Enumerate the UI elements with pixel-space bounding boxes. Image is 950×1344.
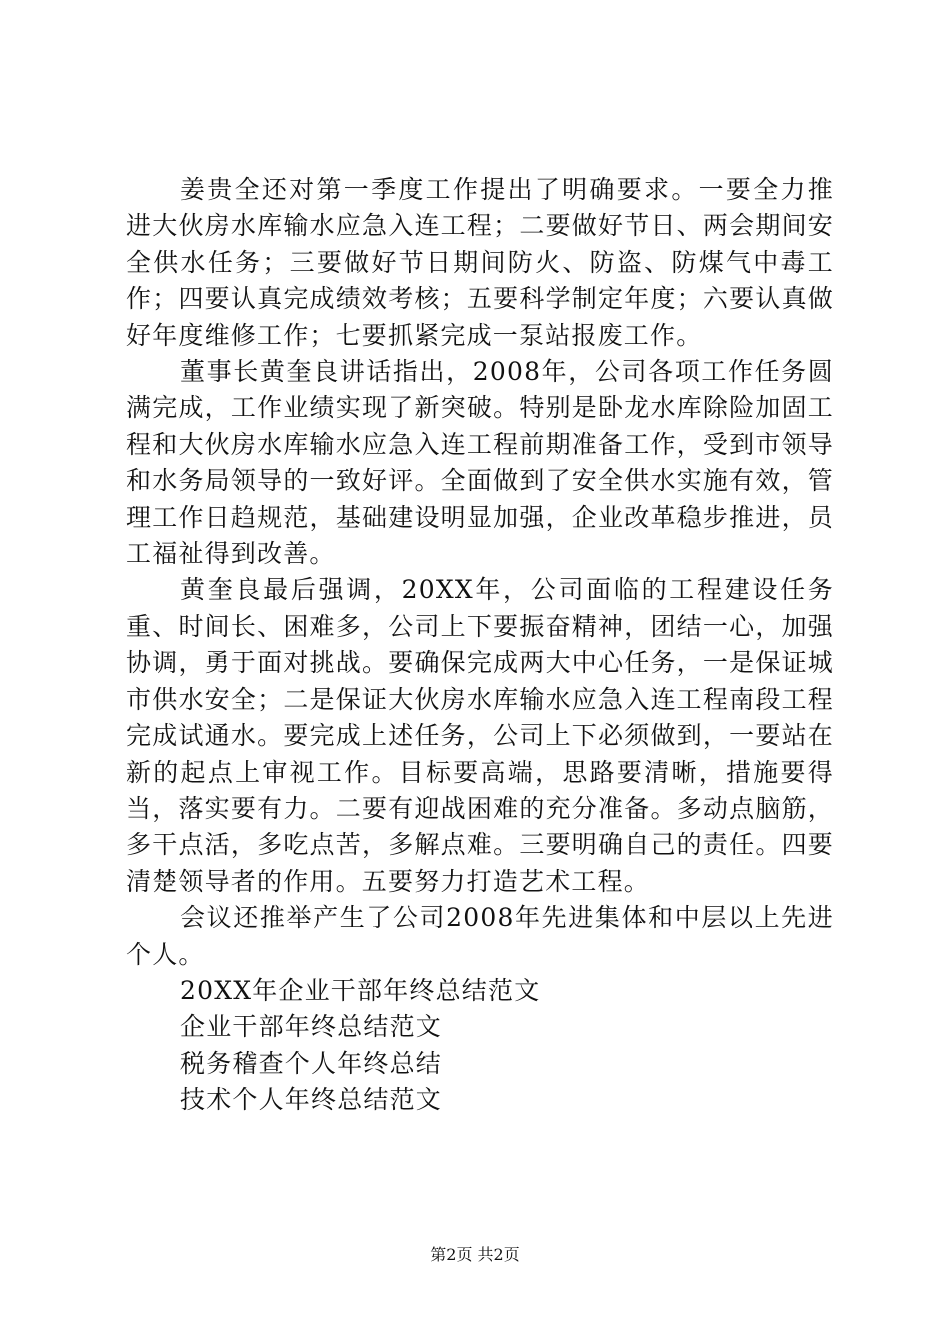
paragraph-meeting-awards: 会议还推举产生了公司2008年先进集体和中层以上先进个人。 bbox=[126, 903, 834, 969]
page-number-footer: 第2页 共2页 bbox=[430, 1245, 520, 1264]
related-link[interactable]: 20XX年企业干部年终总结范文 bbox=[180, 975, 541, 1005]
related-link[interactable]: 税务稽查个人年终总结 bbox=[180, 1048, 443, 1078]
document-body bbox=[126, 172, 834, 1119]
paragraph-chairman-emphasis: 黄奎良最后强调，20XX年，公司面临的工程建设任务重、时间长、困难多，公司上下要振奋精神，团结一心，加强协调，勇于面对挑战。要确保完成两大中心任务，一是保证城市供水安全；二是保证大伙房水库输水应急入连工程南段工程完成试通水。要完成上述任务，公司上下必须做到，一要站在新的起点上审视工作。目标要高端，思路要清晰，措施要得当，落实要有力。二要有迎战困难的充分准备。多动点脑筋，多干点活，多吃点苦，多解点难。三要明确自己的责任。四要清楚领导者的作用。五要努力打造艺术工程。 bbox=[126, 575, 834, 896]
related-link[interactable]: 技术个人年终总结范文 bbox=[180, 1085, 443, 1115]
related-links-list bbox=[126, 973, 834, 1119]
paragraph-first-quarter-requirements: 姜贵全还对第一季度工作提出了明确要求。一要全力推进大伙房水库输水应急入连工程；二要做好节日、两会期间安全供水任务；三要做好节日期间防火、防盗、防煤气中毒工作；四要认真完成绩效考核；五要科学制定年度；六要认真做好年度维修工作；七要抓紧完成一泵站报废工作。 bbox=[126, 175, 834, 350]
related-link[interactable]: 企业干部年终总结范文 bbox=[180, 1012, 443, 1042]
paragraph-chairman-speech: 董事长黄奎良讲话指出，2008年，公司各项工作任务圆满完成，工作业绩实现了新突破。特别是卧龙水库除险加固工程和大伙房水库输水应急入连工程前期准备工作，受到市领导和水务局领导的一致好评。全面做到了安全供水实施有效，管理工作日趋规范，基础建设明显加强，企业改革稳步推进，员工福祉得到改善。 bbox=[126, 357, 834, 569]
